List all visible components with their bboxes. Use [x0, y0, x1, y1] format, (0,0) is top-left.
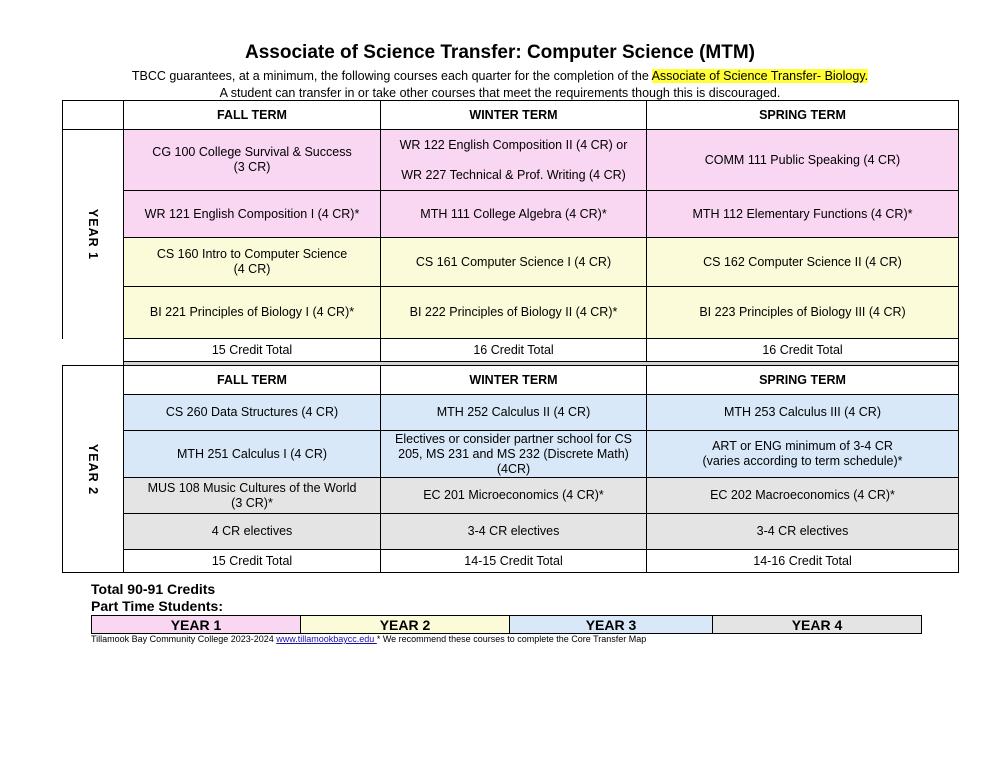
course-cell: CS 160 Intro to Computer Science (4 CR): [124, 238, 381, 287]
course-cell: 4 CR electives: [124, 514, 381, 550]
course-cell: MTH 252 Calculus II (4 CR): [381, 395, 647, 431]
course-cell: BI 221 Principles of Biology I (4 CR)*: [124, 287, 381, 339]
credit-total: 16 Credit Total: [647, 339, 959, 362]
course-cell: Electives or consider partner school for CS 205, MS 231 and MS 232 (Discrete Math) (4CR): [381, 431, 647, 478]
degree-highlight: Associate of Science Transfer- Biology.: [651, 69, 869, 83]
course-cell: CS 162 Computer Science II (4 CR): [647, 238, 959, 287]
course-cell: MTH 251 Calculus I (4 CR): [124, 431, 381, 478]
part-time-year-3: YEAR 3: [510, 616, 713, 634]
part-time-heading: Part Time Students:: [91, 598, 223, 614]
credit-total: 15 Credit Total: [124, 339, 381, 362]
course-cell: 3-4 CR electives: [381, 514, 647, 550]
course-cell: 3-4 CR electives: [647, 514, 959, 550]
y1-header-winter: WINTER TERM: [381, 101, 647, 130]
footer-note: * We recommend these courses to complete the Core Transfer Map: [376, 634, 647, 644]
credit-total: 16 Credit Total: [381, 339, 647, 362]
course-cell: EC 201 Microeconomics (4 CR)*: [381, 478, 647, 514]
course-cell: MTH 111 College Algebra (4 CR)*: [381, 191, 647, 238]
course-cell: CG 100 College Survival & Success (3 CR): [124, 130, 381, 191]
course-cell: ART or ENG minimum of 3-4 CR (varies according to term schedule)*: [647, 431, 959, 478]
year-1-label: YEAR 1: [63, 130, 124, 339]
corner-cell: [63, 101, 124, 130]
course-cell: MTH 253 Calculus III (4 CR): [647, 395, 959, 431]
credit-total: 14-15 Credit Total: [381, 550, 647, 573]
y1-header-spring: SPRING TERM: [647, 101, 959, 130]
year-2-label: YEAR 2: [63, 366, 124, 573]
intro-prefix: TBCC guarantees, at a minimum, the following courses each quarter for the completion of the: [131, 69, 652, 83]
y2-header-winter: WINTER TERM: [381, 366, 647, 395]
footer-college: Tillamook Bay Community College 2023-2024: [91, 634, 277, 644]
part-time-year-1: YEAR 1: [92, 616, 301, 634]
course-cell: BI 223 Principles of Biology III (4 CR): [647, 287, 959, 339]
blank-cell: [63, 339, 124, 362]
course-plan-table: [62, 100, 959, 573]
course-cell: EC 202 Macroeconomics (4 CR)*: [647, 478, 959, 514]
course-cell: MUS 108 Music Cultures of the World (3 CR)*: [124, 478, 381, 514]
course-cell: WR 122 English Composition II (4 CR) or WR 227 Technical & Prof. Writing (4 CR): [381, 130, 647, 191]
footer: [91, 634, 646, 644]
y1-header-fall: FALL TERM: [124, 101, 381, 130]
course-cell: CS 260 Data Structures (4 CR): [124, 395, 381, 431]
credit-total: 15 Credit Total: [124, 550, 381, 573]
intro-line-2: A student can transfer in or take other courses that meet the requirements though this is discouraged.: [219, 86, 781, 100]
course-cell: COMM 111 Public Speaking (4 CR): [647, 130, 959, 191]
credit-total: 14-16 Credit Total: [647, 550, 959, 573]
course-cell: BI 222 Principles of Biology II (4 CR)*: [381, 287, 647, 339]
total-credits: Total 90-91 Credits: [91, 581, 216, 597]
college-website-link[interactable]: www.tillamookbaycc.edu: [276, 634, 377, 644]
course-cell: MTH 112 Elementary Functions (4 CR)*: [647, 191, 959, 238]
intro-line-1: [0, 69, 1000, 83]
part-time-years-table: [91, 615, 922, 634]
page-title: Associate of Science Transfer: Computer Science (MTM): [245, 42, 755, 63]
y2-header-fall: FALL TERM: [124, 366, 381, 395]
part-time-year-4: YEAR 4: [713, 616, 922, 634]
course-cell: WR 121 English Composition I (4 CR)*: [124, 191, 381, 238]
y2-header-spring: SPRING TERM: [647, 366, 959, 395]
part-time-year-2: YEAR 2: [301, 616, 510, 634]
course-cell: CS 161 Computer Science I (4 CR): [381, 238, 647, 287]
